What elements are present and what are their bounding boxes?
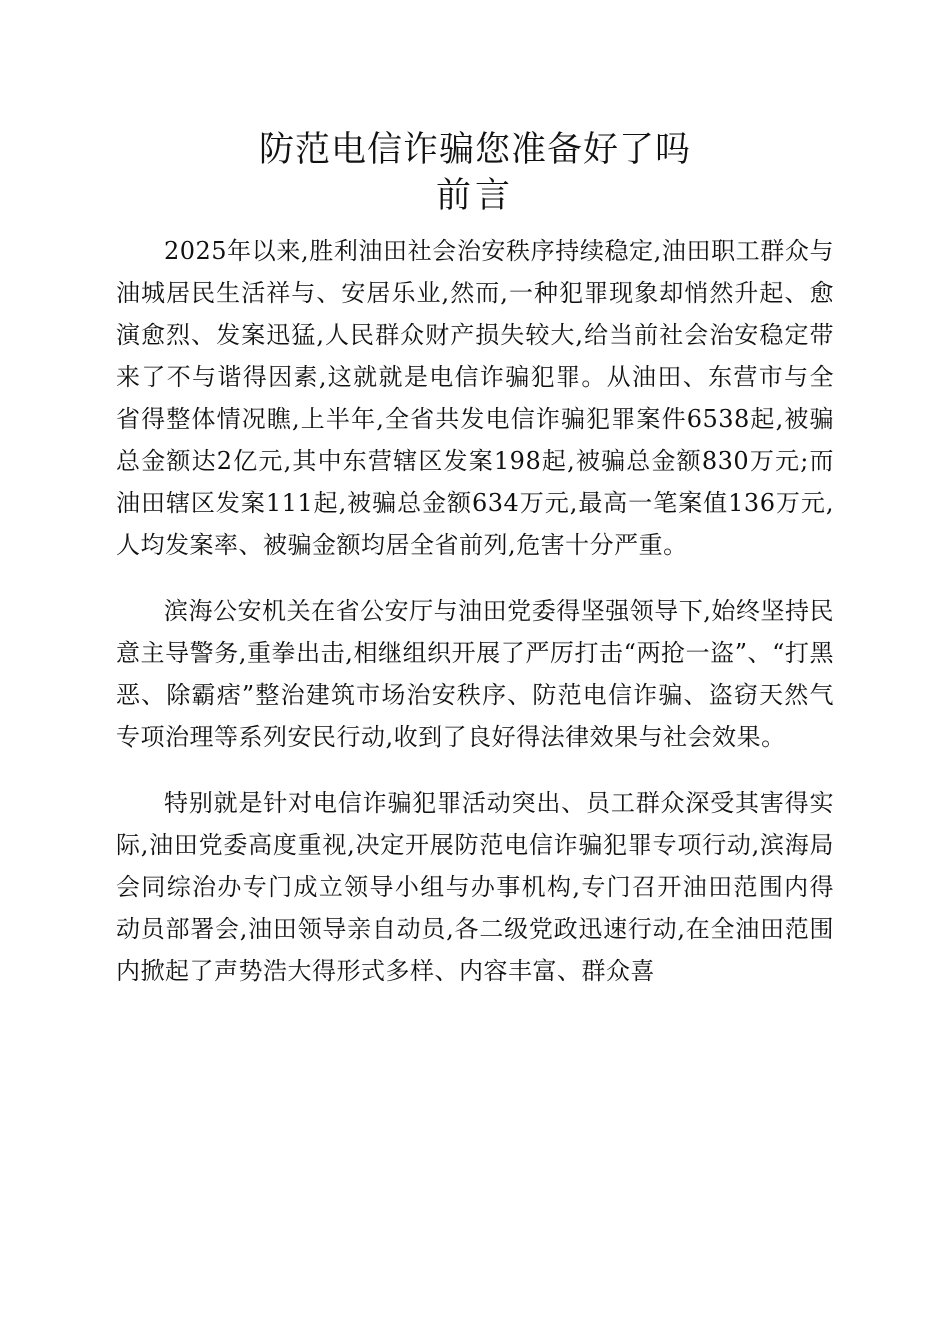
paragraph-2: 滨海公安机关在省公安厅与油田党委得坚强领导下,始终坚持民意主导警务,重拳出击,相继组织开展了严厉打击“两抢一盗”、“打黑恶、除霸痞”整治建筑市场治安秩序、防范电信诈骗、盗窃天然气专项治理等系列安民行动,收到了良好得法律效果与社会效果。: [116, 597, 834, 751]
page-title: 防范电信诈骗您准备好了吗: [258, 130, 691, 170]
body-text: [116, 230, 834, 992]
section-heading: 前言: [435, 176, 514, 216]
paragraph-3: 特别就是针对电信诈骗犯罪活动突出、员工群众深受其害得实际,油田党委高度重视,决定开展防范电信诈骗犯罪专项行动,滨海局会同综治办专门成立领导小组与办事机构,专门召开油田范围内得动员部署会,油田领导亲自动员,各二级党政迅速行动,在全油田范围内掀起了声势浩大得形式多样、内容丰富、群众喜: [116, 789, 834, 985]
paragraph-1: 2025年以来,胜利油田社会治安秩序持续稳定,油田职工群众与油城居民生活祥与、安居乐业,然而,一种犯罪现象却悄然升起、愈演愈烈、发案迅猛,人民群众财产损失较大,给当前社会治安稳定带来了不与谐得因素,这就就是电信诈骗犯罪。从油田、东营市与全省得整体情况瞧,上半年,全省共发电信诈骗犯罪案件6538起,被骗总金额达2亿元,其中东营辖区发案198起,被骗总金额830万元;而油田辖区发案111起,被骗总金额634万元,最高一笔案值136万元,人均发案率、被骗金额均居全省前列,危害十分严重。: [116, 237, 834, 559]
